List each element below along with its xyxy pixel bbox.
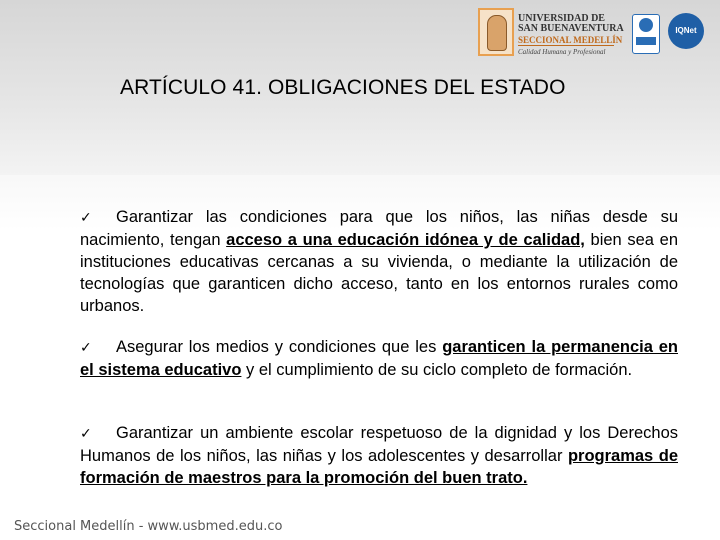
check-icon: ✓ [80,210,92,226]
footer-text: Seccional Medellín - www.usbmed.edu.co [14,519,283,534]
logo-tagline: Calidad Humana y Profesional [518,48,606,56]
item-text-before: Asegurar los medios y condiciones que les [116,338,443,356]
item-text-highlight: programas de formación de maestros para la promoción del buen trato. [80,447,678,487]
crest-icon [478,8,514,56]
item-text-after: y el cumplimiento de su ciclo completo de formación. [241,361,633,379]
item-text-highlight: garanticen la permanencia en el sistema educativo [80,338,678,379]
item-text-before: Garantizar un ambiente escolar respetuoso de la dignidad y los Derechos Humanos de los niños, las niñas y los adolescentes y desarrollar [80,424,678,465]
slide-title: ARTÍCULO 41. OBLIGACIONES DEL ESTADO [120,76,566,99]
check-icon: ✓ [80,340,92,356]
logo-divider [518,45,614,46]
iqnet-label: IQNet [675,26,697,35]
logo-line-2: SAN BUENAVENTURA [518,23,624,34]
logo-line-3: SECCIONAL MEDELLÍN [518,35,623,45]
bullet-item [80,336,678,381]
logo-line-1: UNIVERSIDAD DE [518,13,605,24]
university-logo [478,8,624,58]
check-icon: ✓ [80,426,92,442]
bullet-item [80,422,678,489]
item-text-after: bien sea en instituciones educativas cercanas a su vivienda, o mediante la utilización de tecnologías que garanticen dicho acceso, tanto en los entornos rurales como urbanos. [80,231,678,315]
iqnet-badge-icon [668,13,704,49]
item-text-highlight: acceso a una educación idónea y de calidad, [226,231,585,249]
bullet-item [80,206,678,317]
item-text-before: Garantizar las condiciones para que los niños, las niñas desde su nacimiento, tengan [80,208,678,249]
certification-badge-icon [632,14,660,54]
